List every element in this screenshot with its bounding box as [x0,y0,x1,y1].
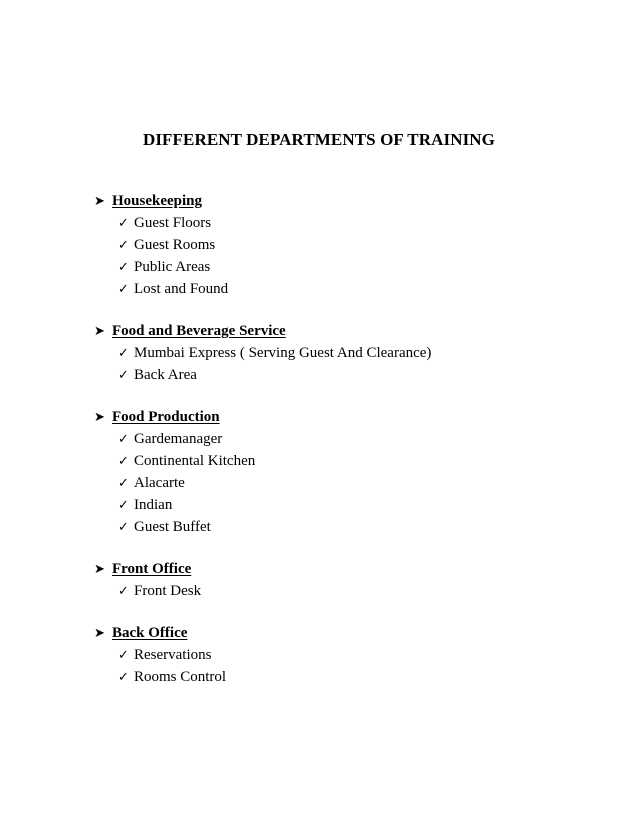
item-list [94,428,614,538]
item-label: Mumbai Express ( Serving Guest And Clearance) [134,345,432,361]
section-title: Front Office [112,561,192,577]
section-food-production [94,406,614,538]
item-list [94,580,614,602]
check-icon: ✓ [118,367,129,382]
arrow-bullet-icon: ➤ [94,193,105,208]
section-title: Food and Beverage Service [112,323,286,339]
arrow-bullet-icon: ➤ [94,409,105,424]
item-label: Guest Floors [134,215,212,231]
item-label: Back Area [134,367,197,383]
check-icon: ✓ [118,431,129,446]
list-item [118,234,614,256]
item-label: Rooms Control [134,669,227,685]
list-item [118,666,614,688]
section-header [94,622,614,644]
section-header [94,406,614,428]
item-label: Indian [134,497,173,513]
item-label: Lost and Found [134,281,229,297]
section-header [94,190,614,212]
check-icon: ✓ [118,345,129,360]
list-item [118,212,614,234]
arrow-bullet-icon: ➤ [94,561,105,576]
list-item [118,256,614,278]
item-label: Gardemanager [134,431,223,447]
check-icon: ✓ [118,453,129,468]
list-item [118,278,614,300]
check-icon: ✓ [118,259,129,274]
item-label: Guest Rooms [134,237,216,253]
check-icon: ✓ [118,215,129,230]
item-list [94,342,614,386]
section-food-and-beverage-service [94,320,614,386]
list-item [118,494,614,516]
check-icon: ✓ [118,647,129,662]
item-label: Alacarte [134,475,185,491]
check-icon: ✓ [118,519,129,534]
item-label: Guest Buffet [134,519,211,535]
item-label: Public Areas [134,259,211,275]
section-front-office [94,558,614,602]
check-icon: ✓ [118,475,129,490]
check-icon: ✓ [118,669,129,684]
check-icon: ✓ [118,237,129,252]
item-label: Front Desk [134,583,202,599]
section-header [94,320,614,342]
section-back-office [94,622,614,688]
list-item [118,516,614,538]
department-sections [94,190,614,708]
section-title: Food Production [112,409,220,425]
arrow-bullet-icon: ➤ [94,625,105,640]
list-item [118,472,614,494]
check-icon: ✓ [118,497,129,512]
list-item [118,580,614,602]
item-label: Continental Kitchen [134,453,256,469]
arrow-bullet-icon: ➤ [94,323,105,338]
check-icon: ✓ [118,281,129,296]
section-header [94,558,614,580]
check-icon: ✓ [118,583,129,598]
item-list [94,644,614,688]
list-item [118,342,614,364]
item-list [94,212,614,300]
section-title: Housekeeping [112,193,203,209]
list-item [118,364,614,386]
section-title: Back Office [112,625,188,641]
list-item [118,644,614,666]
page-title: DIFFERENT DEPARTMENTS OF TRAINING [142,130,496,149]
item-label: Reservations [134,647,212,663]
list-item [118,450,614,472]
section-housekeeping [94,190,614,300]
list-item [118,428,614,450]
